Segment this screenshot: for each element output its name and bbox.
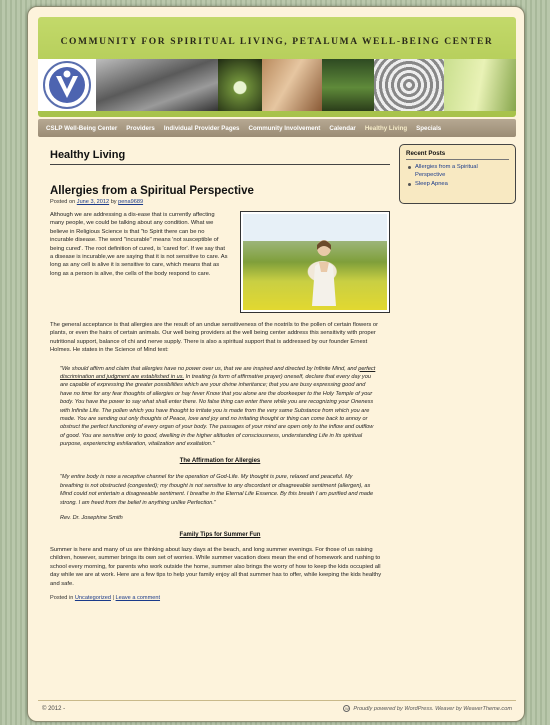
banner-photo-meadow	[444, 59, 516, 111]
site-footer	[38, 700, 516, 716]
post-meta	[50, 199, 390, 205]
affirmation-text: "My entire body is now a receptive channel for the operation of God-Life. My thought is pure, relaxed and peaceful. My breathing is not obstructed (congested); my thought is not sensitive to any discordant or disagreeable sentiment (allergen), as Mind could not entertain a disagreeable sentiment. I breathe in the Eternal Life Essence. By this breath I am purified and made strong. I am freed from the belief in anything unlike Perfection."	[60, 474, 374, 506]
nav-item-healthy-living[interactable]: Healthy Living	[364, 124, 408, 132]
page-wrapper	[27, 6, 525, 722]
banner-photo-garden	[322, 59, 374, 111]
nav-item-specials[interactable]: Specials	[416, 124, 442, 132]
quote-part-2: In treating (a form of affirmative prayer) oneself, declare that every day you are capable of expressing the greater possibilities which are your divine inheritance; that you are busy expressing good and have no time for any fear thoughts of allergies or hay fever Know that you alone are the doorkeeper to the Holy Temple of your body. You have the power to say what shall enter there. No false thing can enter there while you are recognizing your Oneness with Infinite Life. The pollen which you have thought to irritate you is made from the very same Substance from which you are made. You are sending out only thoughts of Peace, love and joy and no irritating thought or thing can come back to annoy or obstruct the perfect functioning of every organ of your body. The passages of your mind are open only to the inflow and outflow of good. You are sensitive only to good, dwelling in the higher altitudes of consciousness, understanding Life in Its spiritual purpose, experiencing exhilaration, vitalization and exaltation."	[60, 373, 374, 448]
post-meta-by: by	[110, 199, 117, 205]
recent-posts-title: Recent Posts	[406, 150, 509, 160]
logo-emblem-icon	[42, 60, 92, 110]
recent-posts-list	[406, 163, 509, 188]
nav-item-providers[interactable]: Providers	[126, 124, 155, 132]
quote-part-1: "We should affirm and claim that allergies have no power over us, that we are inspired and directed by Infinite Mind, and	[60, 365, 359, 372]
site-title[interactable]: COMMUNITY FOR SPIRITUAL LIVING, PETALUMA WELL-BEING CENTER	[60, 37, 494, 47]
banner-photo-dewdrop	[218, 59, 262, 111]
family-tips-heading: Family Tips for Summer Fun	[179, 532, 261, 539]
affirmation-signature: Rev. Dr. Josephine Smith	[60, 515, 123, 522]
post-image-woman-in-meadow	[240, 211, 390, 313]
header-banner	[38, 59, 516, 111]
banner-photo-stones	[96, 59, 218, 111]
page-title: Healthy Living	[50, 149, 390, 165]
footer-copyright: © 2012 -	[42, 705, 66, 712]
affirmation-heading: The Affirmation for Allergies	[179, 458, 261, 465]
leave-comment-link[interactable]: Leave a comment	[115, 594, 161, 601]
post-quote-holmes	[60, 365, 376, 449]
nav-item-provider-pages[interactable]: Individual Provider Pages	[163, 124, 240, 132]
post-paragraph-acceptance: The general acceptance is that allergies are the result of an undue sensitiveness of the nostrils to the pollen of certain flowers or plants, or even the hairs of certain animals. Our well being providers at the well being center address this sensitivity with proper nutritional support, balance of chi and nerve supply. There is also a spiritual support that is addressed by our founder Ernest Holmes. He states in the Science of Mind text:	[50, 322, 379, 354]
site-header	[38, 17, 516, 117]
post-footer-meta	[50, 595, 390, 601]
post-date-link[interactable]: June 3, 2012	[76, 199, 110, 205]
recent-post-item[interactable]: Sleep Apnea	[406, 180, 509, 188]
post-intro	[50, 211, 390, 307]
footer-credit-text[interactable]: Proudly powered by WordPress. Weaver by WeaverTheme.com	[353, 705, 512, 712]
main-nav	[38, 119, 516, 137]
woman-figure-icon	[307, 236, 341, 306]
banner-photo-hands	[262, 59, 322, 111]
site-logo[interactable]	[38, 59, 96, 111]
post-title[interactable]: Allergies from a Spiritual Perspective	[50, 185, 254, 197]
quote-underlined: perfect discrimination and judgment are established in us.	[60, 365, 376, 380]
nav-item-well-being-center[interactable]: CSLP Well-Being Center	[46, 124, 118, 132]
recent-post-item[interactable]: Allergies from a Spiritual Perspective	[406, 163, 509, 180]
nav-item-calendar[interactable]: Calendar	[329, 124, 356, 132]
footer-credit	[343, 705, 512, 712]
post-intro-text: Although we are addressing a dis-ease that is currently affecting many people, we could be talking about any condition. What we believe in Religious Science is that "to Spirit there can be no incurable disease. The word "incurable" means 'not susceptible of being cured'. The root definition of cured, is 'cared for'. If we say that a disease is incurable,we are saying that it is not sensitive to care. As long as any cell is alive it is sensitive to care, which means that as long as a person is alive, the cells of the body respond to care.	[50, 212, 228, 277]
summer-paragraph: Summer is here and many of us are thinking about lazy days at the beach, and long summer evenings. For those of us raising children, however, summer brings its own set of worries. While summer vacation does mean the end of homework and rushing to school every morning, for parents who work outside the home, summer also brings the worry of how to keep the kids occupied all day while we are at work. Here are a few tips to help your family enjoy all that summer has to offer, while keeping the kids healthy and safe.	[50, 547, 382, 587]
posted-in-label: Posted in	[50, 594, 74, 601]
post-meta-prefix: Posted on	[50, 199, 76, 205]
main-content	[50, 149, 390, 601]
meta-separator: |	[112, 594, 114, 601]
banner-photo-ripples	[374, 59, 444, 111]
nav-item-community-involvement[interactable]: Community Involvement	[248, 124, 321, 132]
wordpress-icon[interactable]: W	[344, 706, 349, 711]
post-image-scene	[243, 214, 387, 310]
post-author-link[interactable]: pena9689	[118, 199, 144, 205]
recent-posts-widget	[399, 144, 516, 204]
category-link[interactable]: Uncategorized	[74, 594, 111, 601]
